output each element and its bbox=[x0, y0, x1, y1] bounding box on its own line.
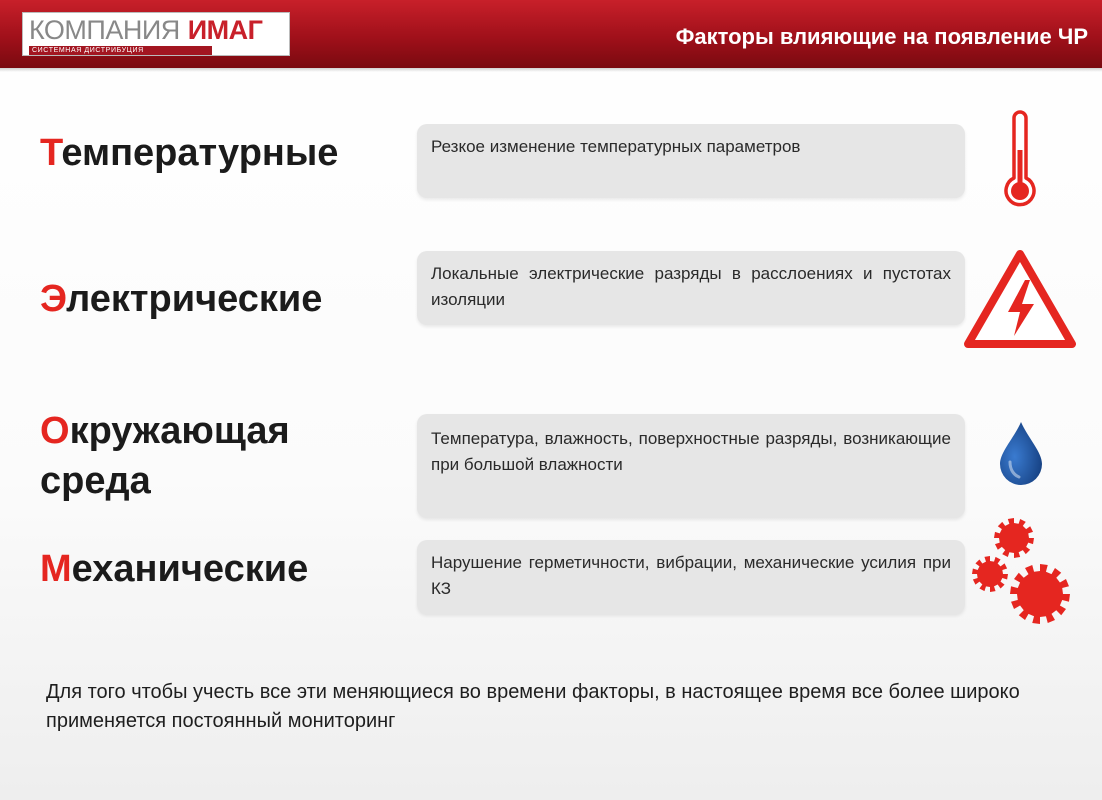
factor-initial: О bbox=[40, 410, 70, 452]
factor-initial: М bbox=[40, 548, 72, 590]
factor-initial: Т bbox=[40, 132, 62, 174]
factor-initial: Э bbox=[40, 278, 67, 320]
gear-left bbox=[972, 556, 1008, 592]
factor-label-rest: емпературные bbox=[61, 132, 339, 174]
description-text: Резкое изменение температурных параметров bbox=[431, 137, 801, 156]
factor-label-rest: еханические bbox=[71, 548, 309, 590]
logo-text bbox=[29, 15, 262, 45]
factor-label-rest: кружающая bbox=[69, 410, 290, 452]
factor-label-electrical bbox=[40, 276, 400, 322]
logo-subtitle: СИСТЕМНАЯ ДИСТРИБУЦИЯ bbox=[29, 46, 212, 55]
gear-large bbox=[1010, 564, 1070, 624]
factor-description-electrical bbox=[417, 251, 965, 325]
header-bar bbox=[0, 0, 1102, 68]
factor-label-environment bbox=[40, 406, 400, 506]
water-drop-icon bbox=[998, 420, 1044, 486]
factor-label-temperature bbox=[40, 130, 400, 176]
factor-label-mechanical bbox=[40, 546, 400, 592]
factor-label-line2: среда bbox=[40, 460, 151, 502]
logo-word: КОМПАНИЯ bbox=[29, 15, 180, 45]
factor-description-environment bbox=[417, 414, 965, 518]
thermometer-icon bbox=[1000, 110, 1040, 212]
description-text: Локальные электрические разряды в расслоениях и пустотах изоляции bbox=[431, 264, 951, 309]
gear-top bbox=[994, 518, 1034, 558]
gears-icon bbox=[970, 516, 1078, 628]
logo-brand: ИМАГ bbox=[187, 15, 263, 45]
high-voltage-warning-icon bbox=[962, 248, 1078, 350]
description-text: Температура, влажность, поверхностные разряды, возникающие при большой влажности bbox=[431, 429, 951, 474]
slide-title: Факторы влияющие на появление ЧР bbox=[675, 24, 1088, 49]
company-logo bbox=[22, 12, 290, 56]
footer-note: Для того чтобы учесть все эти меняющиеся во времени факторы, в настоящее время все более широко применяется постоянный мониторинг bbox=[46, 681, 1020, 732]
factor-description-temperature bbox=[417, 124, 965, 198]
description-text: Нарушение герметичности, вибрации, механические усилия при КЗ bbox=[431, 553, 951, 598]
factor-description-mechanical bbox=[417, 540, 965, 614]
factor-label-rest: лектрические bbox=[66, 278, 323, 320]
factor-label-line1 bbox=[40, 406, 400, 456]
